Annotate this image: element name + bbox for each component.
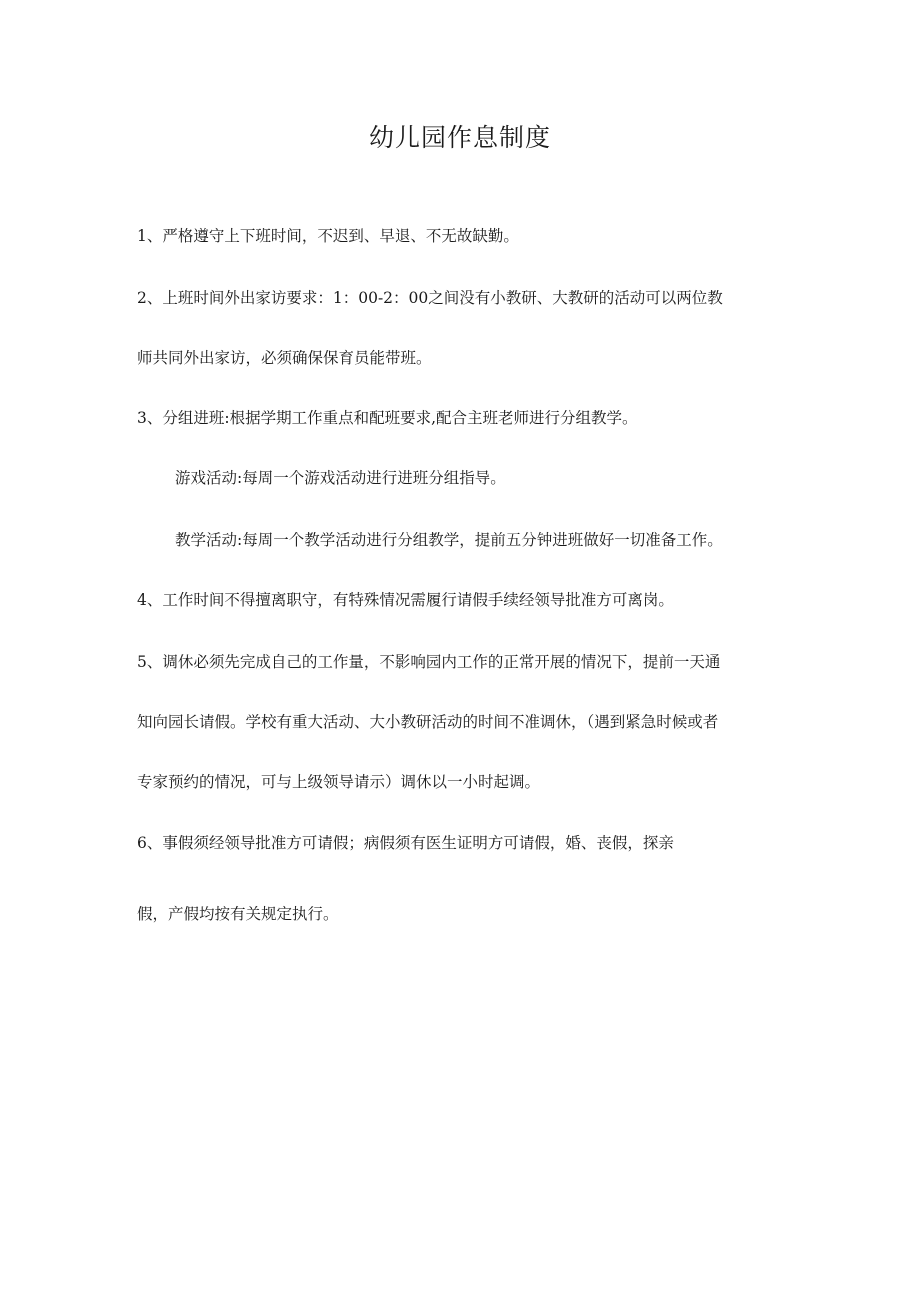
rule-5-line-3: 专家预约的情况，可与上级领导请示）调休以一小时起调。 [137,773,541,791]
rule-3-teaching-activity: 教学活动:每周一个教学活动进行分组教学，提前五分钟进班做好一切准备工作。 [175,531,723,549]
document-title: 幼儿园作息制度 [368,123,551,152]
rule-6-line-1: 6、事假须经领导批准方可请假；病假须有医生证明方可请假，婚、丧假，探亲 [137,834,674,852]
rule-3-line: 3、分组进班:根据学期工作重点和配班要求,配合主班老师进行分组教学。 [137,409,638,427]
rule-4-line: 4、工作时间不得擅离职守，有特殊情况需履行请假手续经领导批准方可离岗。 [137,591,674,609]
rule-6-line-2: 假，产假均按有关规定执行。 [137,905,339,923]
rule-2-line-1: 2、上班时间外出家访要求：1：00-2：00之间没有小教研、大教研的活动可以两位教 [137,289,723,307]
rule-5-line-2: 知向园长请假。学校有重大活动、大小教研活动的时间不准调休，（遇到紧急时候或者 [137,713,719,731]
rule-5-line-1: 5、调休必须先完成自己的工作量，不影响园内工作的正常开展的情况下，提前一天通 [137,653,721,671]
rule-1-line: 1、严格遵守上下班时间，不迟到、早退、不无故缺勤。 [137,227,519,245]
rule-2-line-2: 师共同外出家访，必须确保保育员能带班。 [137,349,432,367]
rule-3-game-activity: 游戏活动:每周一个游戏活动进行进班分组指导。 [175,469,506,487]
